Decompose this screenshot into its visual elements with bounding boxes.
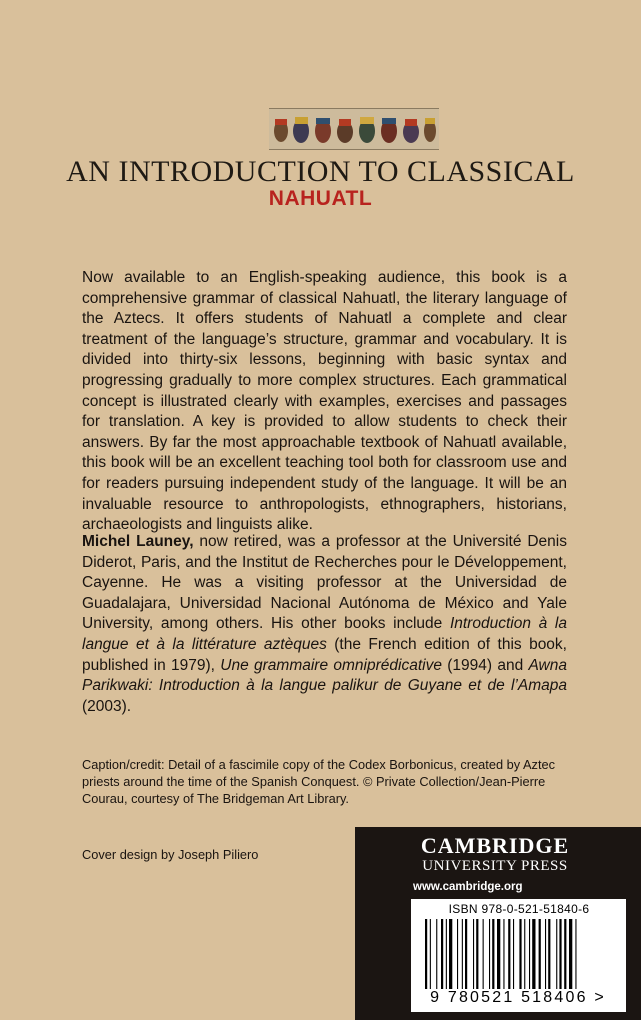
book-title-2: Une grammaire omniprédicative	[220, 656, 442, 674]
author-name: Michel Launey,	[82, 533, 194, 550]
publisher-name: CAMBRIDGE	[420, 833, 570, 858]
barcode-bars	[425, 919, 617, 989]
book-title: AN INTRODUCTION TO CLASSICAL	[66, 155, 575, 188]
publisher-press: UNIVERSITY PRESS	[422, 858, 568, 874]
publisher-url: www.cambridge.org	[413, 881, 523, 893]
publisher-block	[355, 827, 641, 1020]
isbn-label: ISBN 978-0-521-51840-6	[448, 902, 590, 916]
barcode	[411, 899, 626, 1012]
book-subtitle: NAHUATL	[268, 187, 373, 210]
author-bio: Michel Launey, now retired, was a professor at the Université Denis Diderot, Paris, and the Institut de Recherches pour le Développement, Cayenne. He was a visiting professor at the Universidad de Guadalajara, Universidad Nacional Autónoma de México and Yale University, among others. His other books include Introduction à la langue et à la littérature aztèques (the French edition of this book, published in 1979), Une grammaire omniprédicative (1994) and Awna Parikwaki: Introduction à la langue palikur de Guyane et de l’Amapa (2003).	[82, 533, 567, 715]
book-title-3: Awna Parikwaki: Introduction à la langue palikur de Guyane et de l’Amapa	[82, 656, 567, 695]
codex-illustration	[269, 108, 439, 150]
book-title-1: Introduction à la langue et à la littérature aztèques	[82, 615, 567, 653]
book-description: Now available to an English-speaking audience, this book is a comprehensive grammar of classical Nahuatl, the literary language of the Aztecs. It offers students of Nahuatl a complete and clear treatment of the language’s structure, grammar and vocabulary. It is divided into thirty-six lessons, beginning with basic syntax and progressing gradually to more complex structures. Each grammatical concept is illustrated clearly with examples, exercises and passages for translation. A key is provided to allow students to check their answers. By far the most approachable textbook of Nahuatl available, this book will be an excellent teaching tool both for classroom use and for readers pursuing independent study of the language. It will be an invaluable resource to anthropologists, ethnographers, historians, archaeologists and linguists alike.	[82, 269, 567, 534]
cover-design-credit: Cover design by Joseph Piliero	[82, 847, 259, 862]
image-caption: Caption/credit: Detail of a fascimile copy of the Codex Borbonicus, created by Aztec priests around the time of the Spanish Conquest. © Private Collection/Jean-Pierre Courau, courtesy of The Bridgeman Art Library.	[82, 757, 556, 806]
barcode-digits: 9 780521 518406 >	[430, 989, 606, 1006]
